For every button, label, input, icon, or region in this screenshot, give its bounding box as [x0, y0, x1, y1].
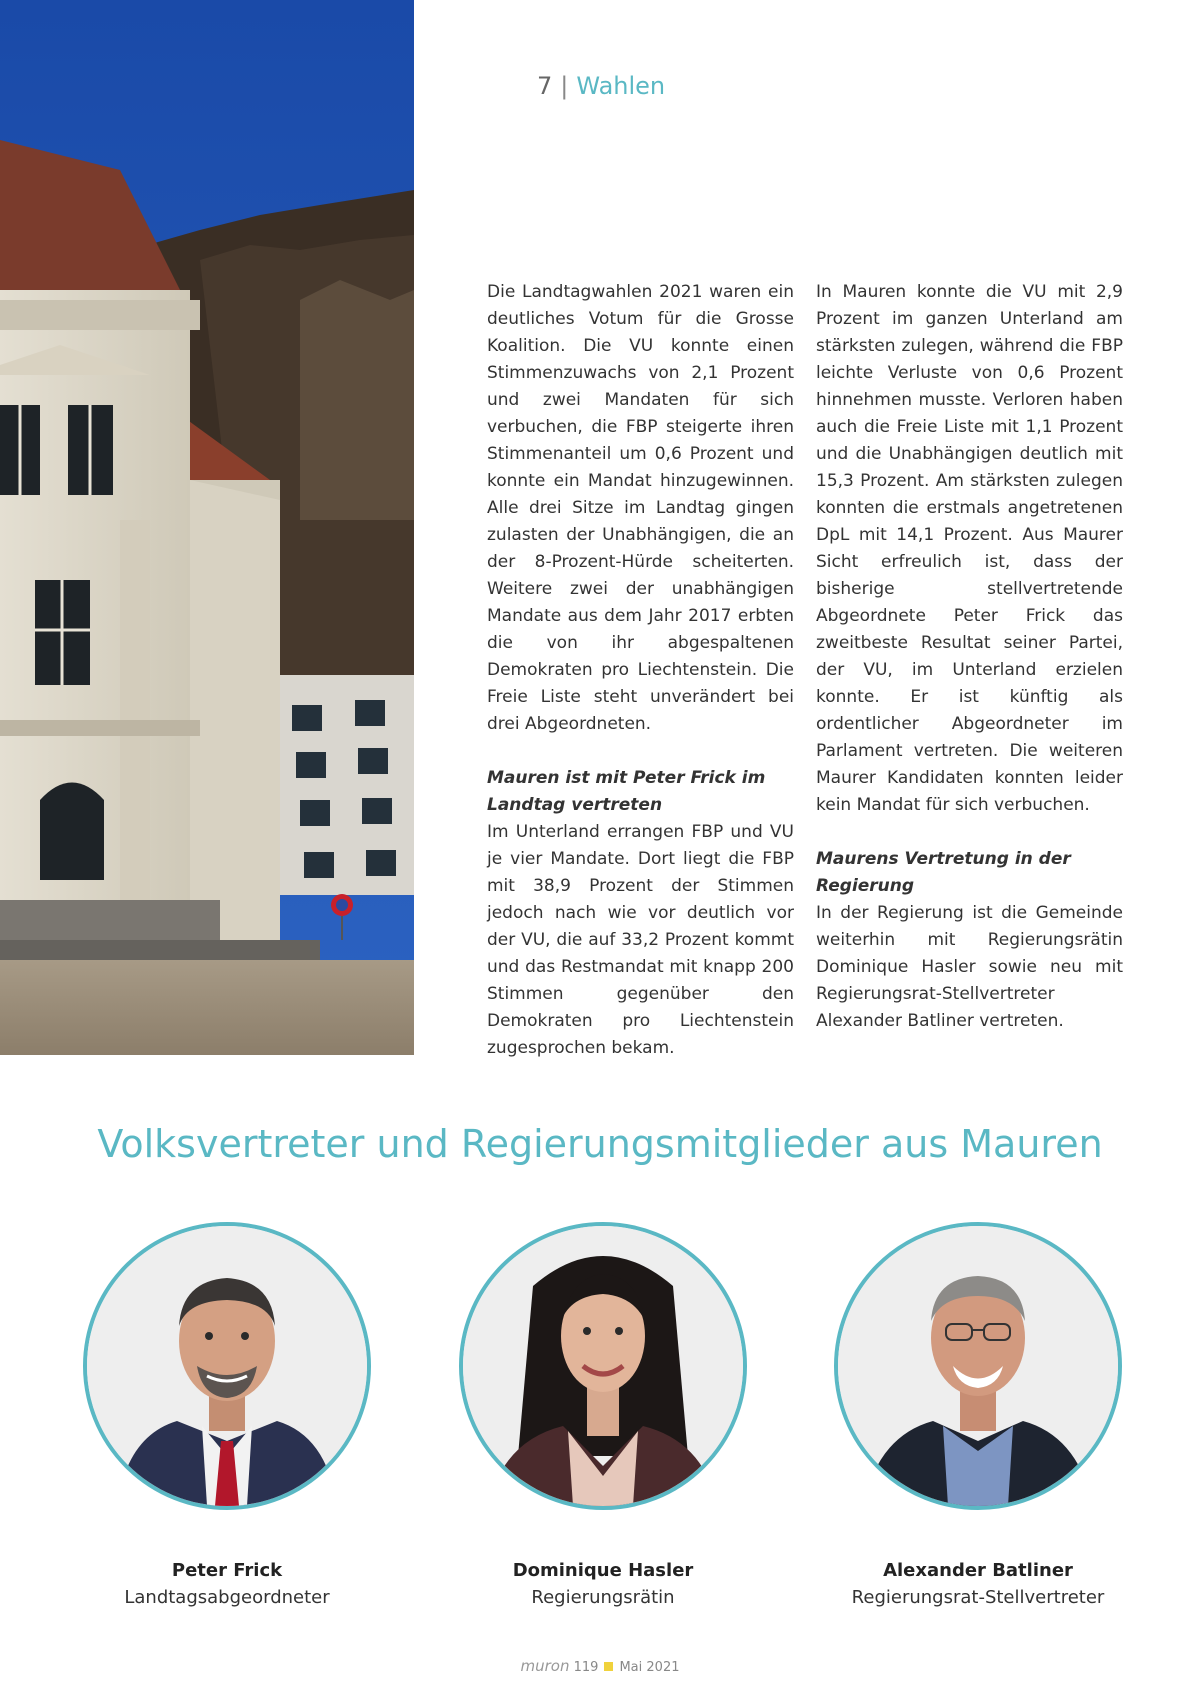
person-name: Dominique Hasler: [512, 1560, 694, 1581]
issue-number: 119: [573, 1660, 599, 1675]
issue-date: Mai 2021: [619, 1660, 680, 1675]
person-name: Alexander Batliner: [883, 1560, 1073, 1581]
section-header: [537, 72, 665, 100]
article-column-left: [487, 279, 794, 1062]
person-card-dominique-hasler: [453, 1222, 753, 1608]
page-footer: [0, 1657, 1200, 1675]
person-role: Regierungsrat-Stellvertreter: [851, 1587, 1105, 1608]
portrait-dominique-hasler: [459, 1222, 747, 1510]
person-name: Peter Frick: [171, 1560, 283, 1581]
building-photo: [0, 0, 414, 1055]
subheading-regierung: Maurens Vertretung in der Regierung: [816, 849, 1071, 896]
article-intro-left: Die Landtagwahlen 2021 waren ein deutliches Votum für die Grosse Koalition. Die VU konnte einen Stimmenzuwachs von 2,1 Prozent und zwei Mandaten für sich verbuchen, die FBP steigerte ihren Stimmenanteil um 0,6 Prozent und konnte ein Mandat hinzugewinnen. Alle drei Sitze im Landtag gingen zulasten der Unabhängigen, die an der 8-Prozent-Hürde scheiterten. Weitere zwei der unabhängigen Mandate aus dem Jahr 2017 erbten die von ihr abgespaltenen Demokraten pro Liechtenstein. Die Freie Liste steht unverändert bei drei Abgeordneten.: [487, 282, 794, 734]
person-card-peter-frick: [77, 1222, 377, 1608]
header-separator: |: [560, 72, 569, 100]
article-column-right: [816, 279, 1123, 1035]
article-body-left: Im Unterland errangen FBP und VU je vier Mandate. Dort liegt die FBP mit 38,9 Prozent der Stimmen jedoch nach wie vor deutlich vor der VU, die auf 33,2 Prozent kommt und das Restmandat mit knapp 200 Stimmen gegenüber den Demokraten pro Liechtenstein zugesprochen bekam.: [487, 822, 794, 1058]
subheading-peter-frick: Mauren ist mit Peter Frick im Landtag vertreten: [487, 768, 766, 815]
portrait-peter-frick: [83, 1222, 371, 1510]
gallery-title: Volksvertreter und Regierungsmitglieder aus Mauren: [97, 1122, 1103, 1166]
page-number: 7: [537, 72, 553, 100]
person-role: Regierungsrätin: [531, 1587, 675, 1608]
article-body-right: In der Regierung ist die Gemeinde weiterhin mit Regierungsrätin Dominique Hasler sowie neu mit Regierungsrat-Stellvertreter Alexander Batliner vertreten.: [816, 903, 1123, 1031]
yellow-square-icon: [604, 1662, 613, 1671]
person-role: Landtagsabgeordneter: [124, 1587, 330, 1608]
magazine-brand: muron: [520, 1657, 570, 1675]
section-title: Wahlen: [576, 72, 666, 100]
portrait-alexander-batliner: [834, 1222, 1122, 1510]
article-intro-right: In Mauren konnte die VU mit 2,9 Prozent im ganzen Unterland am stärksten zulegen, während die FBP leichte Verluste von 0,6 Prozent hinnehmen musste. Verloren haben auch die Freie Liste mit 1,1 Prozent und die Unabhängigen deutlich mit 15,3 Prozent. Am stärksten zulegen konnten die erstmals angetretenen DpL mit 14,1 Prozent. Aus Maurer Sicht erfreulich ist, dass der bisherige stellvertretende Abgeordnete Peter Frick das zweitbeste Resultat seiner Partei, der VU, im Unterland erzielen konnte. Er ist künftig als ordentlicher Abgeordneter im Parlament vertreten. Die weiteren Maurer Kandidaten konnten leider kein Mandat für sich verbuchen.: [816, 282, 1123, 815]
person-card-alexander-batliner: [828, 1222, 1128, 1608]
